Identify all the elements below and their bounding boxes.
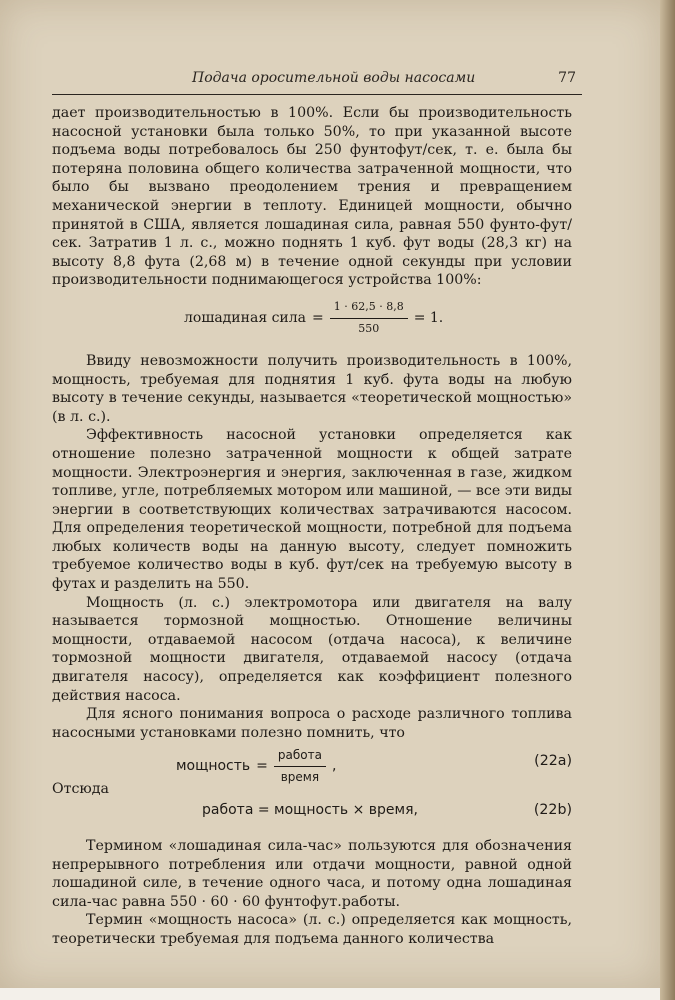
eq22a-fraction <box>274 746 326 786</box>
page-body <box>52 104 572 949</box>
book-spine-edge <box>660 0 675 1000</box>
formula-rhs: = 1. <box>413 309 444 326</box>
paragraph-2: Ввиду невозможности получить производительность в 100%, мощность, требуемая для поднятия 1 куб. фута воды на любую высоту в течение секунды, называется «теоретической мощностью» (в л. с.). <box>52 352 572 425</box>
eq22b-text: работа = мощность × время, <box>202 802 418 818</box>
equation-22b <box>52 799 572 823</box>
formula-lhs: лошадиная сила <box>184 309 307 326</box>
eq22b-number: (22b) <box>533 802 572 818</box>
eq22a-tail: , <box>331 758 337 775</box>
eq22a-lhs: мощность <box>176 758 251 775</box>
running-title: Подача оросительной воды насосами <box>192 70 476 86</box>
paragraph-6: Отсюда <box>52 781 109 798</box>
paragraph-4: Мощность (л. с.) электромотора или двигателя на валу называется тормозной мощностью. Отношение величины мощности, отдаваемой насосом (отдача насоса), к величине тормозной мощности двигателя, отдаваемой насосу (отдача двигателя насосу), определяется как коэффициент полезного действия насоса. <box>52 594 572 704</box>
formula-equals: = <box>312 309 324 326</box>
eq22a-number: (22a) <box>534 753 572 770</box>
formula-denominator: 550 <box>358 321 380 335</box>
eq22a-equals: = <box>256 758 268 775</box>
paragraph-7: Термином «лошадиная сила-час» пользуются для обозначения непрерывного потребления или отдачи мощности, равной одной лошадиной силе, в течение одного часа, и потому одна лошадиная сила-час равна 550 · 60 · 60 фунтофут.работы. <box>52 838 572 910</box>
eq22a-numerator: работа <box>274 746 326 767</box>
paragraph-1: дает производительностью в 100%. Если бы производительность насосной установки была только 50%, то при указанной высоте подъема воды потребовалось бы 250 фунтофут/сек, т. е. была бы потеряна половина общего количества затраченной мощности, что было бы вызвано преодолением трения и превращением механической энергии в теплоту. Единицей мощности, обычно принятой в США, является лошадиная сила, равная 550 фунто-фут/сек. Затратив 1 л. с., можно поднять 1 куб. фут воды (28,3 кг) на высоту 8,8 фута (2,68 м) в течение одной секунды при условии производительности поднимающегося устройства 100%: <box>52 105 572 289</box>
paragraph-3: Эффективность насосной установки определяется как отношение полезно затраченной мощности к общей затрате мощности. Электроэнергия и энергия, заключенная в газе, жидком топливе, угле, потребляемых мотором или машиной, — все эти виды энергии в соответствующих количествах затрачиваются насосом. Для определения теоретической мощности, потребной для подъема любых количеств воды на данную высоту, следует помножить требуемое количество воды в куб. фут/сек на требуемую высоту в футах и разделить на 550. <box>52 427 572 593</box>
running-header <box>52 64 582 95</box>
page-number: 77 <box>558 70 576 86</box>
formula-numerator: 1 · 62,5 · 8,8 <box>330 298 408 319</box>
formula-fraction <box>330 298 408 338</box>
paragraph-5: Для ясного понимания вопроса о расходе различного топлива насосными установками полезно помнить, что <box>52 706 572 741</box>
formula-horsepower <box>52 294 572 334</box>
equation-22a <box>52 742 572 784</box>
eq22a-denominator: время <box>280 770 320 784</box>
paragraph-8: Термин «мощность насоса» (л. с.) определяется как мощность, теоретически требуемая для подъема данного количества <box>52 912 572 947</box>
